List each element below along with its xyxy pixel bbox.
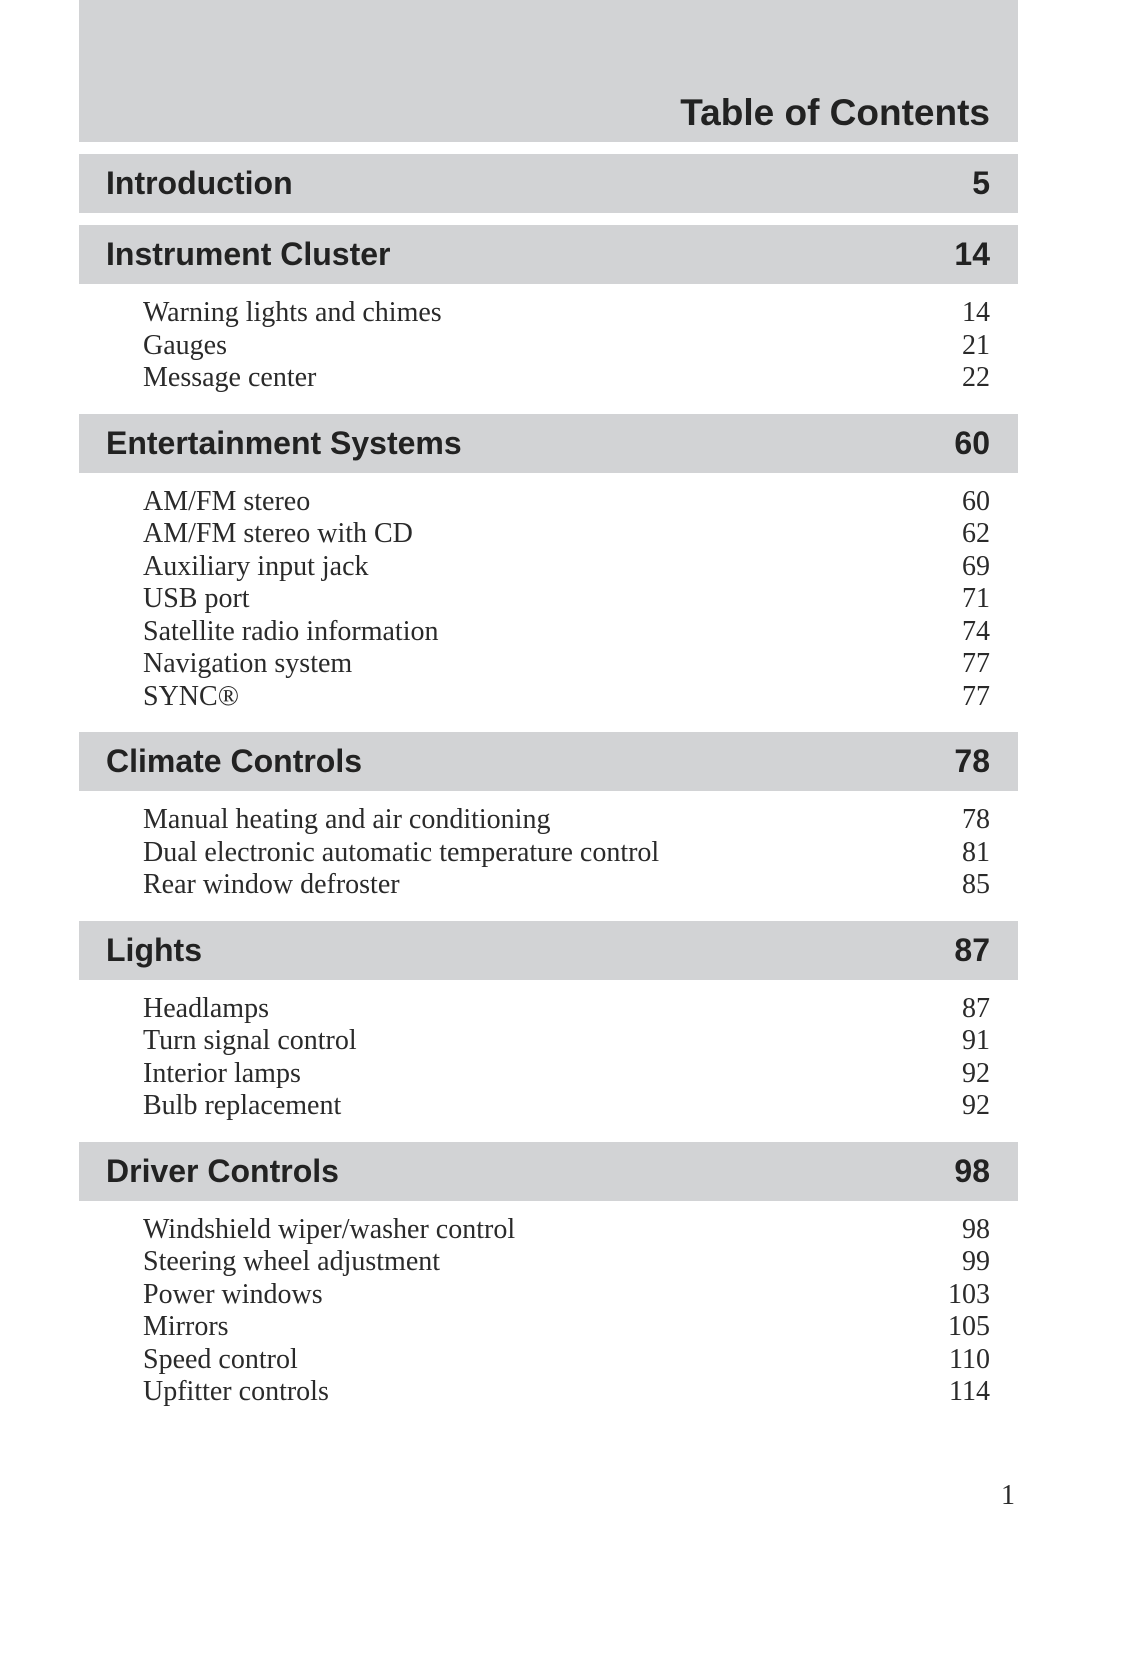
section-page: 14 — [954, 236, 990, 272]
section-title: Climate Controls — [106, 743, 363, 779]
entry-list — [79, 1201, 1018, 1416]
toc-entry[interactable] — [143, 869, 990, 902]
entry-page: 103 — [948, 1278, 990, 1310]
section-heading[interactable] — [79, 732, 1018, 791]
entry-label: Interior lamps — [143, 1057, 301, 1089]
section-page: 60 — [954, 424, 990, 461]
page-number: 1 — [1001, 1480, 1015, 1511]
toc-entry[interactable] — [143, 518, 990, 551]
section-title: Introduction — [106, 165, 293, 201]
toc-entry[interactable] — [143, 648, 990, 681]
entry-list — [79, 473, 1018, 721]
toc-entry[interactable] — [143, 583, 990, 616]
toc-entry[interactable] — [143, 1058, 990, 1091]
entry-page: 114 — [949, 1376, 990, 1407]
toc-page — [79, 0, 1018, 1416]
toc-entry[interactable] — [143, 804, 990, 837]
toc-entry[interactable] — [143, 486, 990, 519]
entry-label: Manual heating and air conditioning — [143, 804, 551, 835]
section-heading[interactable] — [79, 1142, 1018, 1201]
entry-label: Bulb replacement — [143, 1090, 342, 1121]
entry-label: Rear window defroster — [143, 869, 400, 900]
entry-page: 77 — [962, 648, 990, 679]
toc-section — [79, 154, 1018, 213]
entry-label: Upfitter controls — [143, 1376, 329, 1407]
toc-entry[interactable] — [143, 297, 990, 330]
entry-page: 92 — [962, 1057, 990, 1089]
entry-label: Mirrors — [143, 1311, 229, 1342]
toc-entry[interactable] — [143, 616, 990, 649]
toc-entry[interactable] — [143, 330, 990, 363]
section-page: 87 — [954, 931, 990, 968]
toc-entry[interactable] — [143, 1025, 990, 1058]
entry-page: 62 — [962, 518, 990, 549]
entry-page: 92 — [962, 1090, 990, 1121]
toc-entry[interactable] — [143, 1214, 990, 1247]
section-heading[interactable] — [79, 225, 1018, 284]
toc-entry[interactable] — [143, 1376, 990, 1409]
entry-page: 14 — [962, 297, 990, 328]
entry-page: 110 — [949, 1343, 990, 1375]
entry-label: Steering wheel adjustment — [143, 1246, 441, 1277]
toc-sections — [79, 154, 1018, 1416]
entry-page: 22 — [962, 362, 990, 393]
section-heading[interactable] — [79, 154, 1018, 213]
section-title: Entertainment Systems — [106, 424, 462, 461]
entry-label: Headlamps — [143, 992, 269, 1024]
entry-page: 87 — [962, 992, 990, 1024]
entry-label: Satellite radio information — [143, 615, 439, 647]
toc-entry[interactable] — [143, 1090, 990, 1123]
entry-page: 21 — [962, 329, 990, 361]
section-page: 98 — [954, 1152, 990, 1189]
entry-page: 60 — [962, 485, 990, 517]
entry-page: 105 — [948, 1311, 990, 1342]
toc-section — [79, 1142, 1018, 1416]
toc-section — [79, 732, 1018, 909]
section-page: 78 — [954, 743, 990, 779]
entry-label: Windshield wiper/washer control — [143, 1213, 516, 1245]
entry-list — [79, 980, 1018, 1130]
entry-page: 77 — [962, 680, 990, 712]
section-title: Driver Controls — [106, 1152, 339, 1189]
toc-entry[interactable] — [143, 362, 990, 395]
entry-page: 78 — [962, 804, 990, 835]
entry-page: 69 — [962, 550, 990, 582]
entry-list — [79, 791, 1018, 909]
entry-label: AM/FM stereo with CD — [143, 518, 413, 549]
entry-label: Auxiliary input jack — [143, 550, 369, 582]
toc-entry[interactable] — [143, 551, 990, 584]
entry-page: 98 — [962, 1213, 990, 1245]
entry-label: Power windows — [143, 1278, 323, 1310]
section-title: Lights — [106, 931, 202, 968]
section-title: Instrument Cluster — [106, 236, 391, 272]
entry-label: Dual electronic automatic temperature control — [143, 836, 660, 868]
toc-entry[interactable] — [143, 1344, 990, 1377]
toc-section — [79, 921, 1018, 1130]
entry-label: Turn signal control — [143, 1025, 357, 1056]
section-page: 5 — [972, 165, 990, 201]
section-heading[interactable] — [79, 414, 1018, 473]
entry-page: 85 — [962, 869, 990, 900]
toc-entry[interactable] — [143, 1246, 990, 1279]
entry-label: Speed control — [143, 1343, 298, 1375]
title-band — [79, 0, 1018, 142]
entry-label: AM/FM stereo — [143, 485, 311, 517]
toc-entry[interactable] — [143, 681, 990, 714]
entry-label: Navigation system — [143, 648, 353, 679]
toc-entry[interactable] — [143, 1311, 990, 1344]
entry-page: 71 — [962, 583, 990, 614]
entry-label: Warning lights and chimes — [143, 297, 442, 328]
entry-page: 81 — [962, 836, 990, 868]
entry-page: 91 — [962, 1025, 990, 1056]
toc-section — [79, 414, 1018, 721]
entry-label: Message center — [143, 362, 317, 393]
entry-page: 99 — [962, 1246, 990, 1277]
section-heading[interactable] — [79, 921, 1018, 980]
page-title: Table of Contents — [680, 92, 990, 133]
toc-entry[interactable] — [143, 1279, 990, 1312]
toc-entry[interactable] — [143, 837, 990, 870]
entry-label: USB port — [143, 583, 250, 614]
entry-label: Gauges — [143, 329, 227, 361]
entry-label: SYNC® — [143, 680, 239, 712]
toc-entry[interactable] — [143, 993, 990, 1026]
entry-list — [79, 284, 1018, 402]
toc-section — [79, 225, 1018, 402]
entry-page: 74 — [962, 615, 990, 647]
